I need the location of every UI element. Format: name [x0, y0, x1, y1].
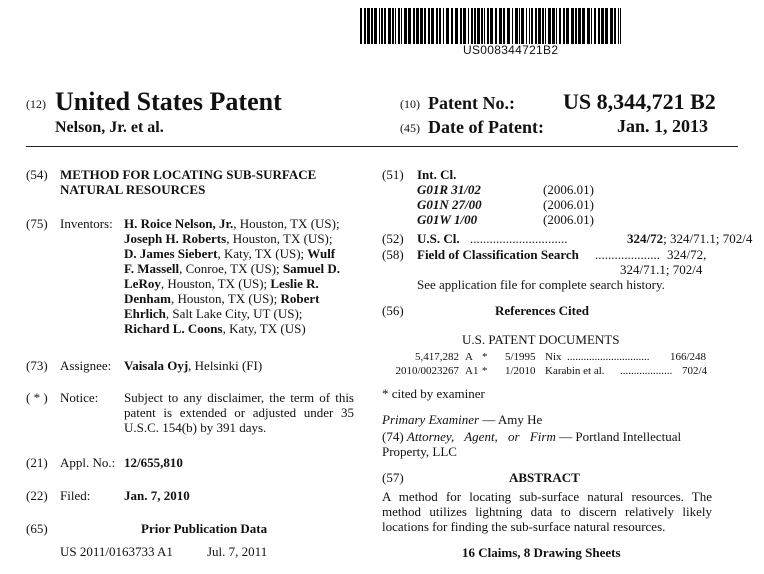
- notice-line-2: patent is extended or adjusted under 35: [124, 405, 354, 420]
- patent-number: US 8,344,721 B2: [563, 89, 716, 114]
- barcode-bar: [499, 8, 502, 44]
- barcode-bar: [384, 8, 386, 44]
- barcode-bar: [428, 8, 430, 44]
- code-54: (54): [26, 167, 48, 182]
- barcode-bar: [531, 8, 533, 44]
- barcode-bar: [614, 8, 616, 44]
- barcode-bar: [484, 8, 485, 44]
- field-of-search-label: Field of Classification Search: [417, 247, 579, 262]
- int-cl-class: G01R 31/02: [417, 182, 481, 197]
- ref-name: Karabin et al.: [545, 365, 605, 377]
- ref-kind: A1: [465, 365, 479, 377]
- int-cl-version: (2006.01): [543, 197, 594, 212]
- code-58: (58): [382, 247, 404, 262]
- barcode-bar: [451, 8, 453, 44]
- barcode-bar: [521, 8, 524, 44]
- barcode-bar: [601, 8, 604, 44]
- field-line-2: 324/71.1; 702/4: [620, 262, 703, 277]
- notice-label: Notice:: [60, 390, 99, 405]
- barcode: [360, 8, 622, 44]
- prior-publication-heading: Prior Publication Data: [141, 521, 268, 536]
- barcode-bar: [535, 8, 537, 44]
- barcode-bar: [620, 8, 621, 44]
- barcode-bar: [610, 8, 613, 44]
- us-cl-value: 324/72; 324/71.1; 702/4: [627, 231, 753, 246]
- barcode-bar: [495, 8, 497, 44]
- barcode-bar: [594, 8, 596, 44]
- barcode-bar: [463, 8, 466, 44]
- us-patent-documents-heading: U.S. PATENT DOCUMENTS: [462, 332, 620, 347]
- ref-star: *: [482, 365, 488, 377]
- field-see-note: See application file for complete search history.: [417, 277, 665, 292]
- int-cl-version: (2006.01): [543, 212, 594, 227]
- abstract-line-3: locations for finding the sub-surface natural resources.: [382, 519, 666, 534]
- code-21: (21): [26, 455, 48, 470]
- code-51: (51): [382, 167, 404, 182]
- title-line-2: NATURAL RESOURCES: [60, 182, 206, 197]
- inventor-line: H. Roice Nelson, Jr., Houston, TX (US);: [124, 216, 340, 231]
- barcode-bar: [424, 8, 426, 44]
- barcode-bar: [374, 8, 377, 44]
- barcode-bar: [559, 8, 561, 44]
- barcode-bar: [371, 8, 373, 44]
- code-45: (45): [400, 121, 420, 135]
- barcode-bar: [566, 8, 569, 44]
- inventor-short: Nelson, Jr. et al.: [55, 119, 164, 136]
- field-line-1: 324/72,: [667, 247, 707, 262]
- code-56: (56): [382, 303, 404, 318]
- ref-date: 1/2010: [505, 365, 536, 377]
- appl-no-label: Appl. No.:: [60, 455, 116, 470]
- notice-line-1: Subject to any disclaimer, the term of this: [124, 390, 354, 405]
- code-22: (22): [26, 488, 48, 503]
- barcode-bar: [477, 8, 480, 44]
- ref-name: Nix: [545, 351, 562, 363]
- barcode-bar: [503, 8, 505, 44]
- inventor-line: Ehrlich, Salt Lake City, UT (US);: [124, 306, 303, 321]
- barcode-bar: [455, 8, 458, 44]
- patent-date: Jan. 1, 2013: [617, 116, 709, 136]
- code-73: (73): [26, 358, 48, 373]
- barcode-bar: [515, 8, 518, 44]
- barcode-bar: [598, 8, 600, 44]
- ref-number: 2010/0023267: [395, 365, 459, 377]
- attorney-line-2: Property, LLC: [382, 444, 457, 459]
- barcode-bar: [548, 8, 551, 44]
- us-cl-label: U.S. Cl.: [417, 231, 460, 246]
- inventor-line: Joseph H. Roberts, Houston, TX (US);: [124, 231, 333, 246]
- inventor-line: Denham, Houston, TX (US); Robert: [124, 291, 320, 306]
- barcode-bar: [364, 8, 366, 44]
- barcode-bar: [392, 8, 394, 44]
- patent-no-label: Patent No.:: [428, 93, 515, 113]
- references-cited-heading: References Cited: [495, 303, 589, 318]
- barcode-bar: [571, 8, 574, 44]
- inventors-label: Inventors:: [60, 216, 113, 231]
- barcode-bar: [388, 8, 391, 44]
- barcode-bar: [474, 8, 476, 44]
- barcode-bar: [575, 8, 577, 44]
- abstract-heading: ABSTRACT: [509, 470, 580, 485]
- barcode-bar: [490, 8, 493, 44]
- barcode-bar: [367, 8, 370, 44]
- barcode-bar: [398, 8, 400, 44]
- ref-number: 5,417,282: [415, 351, 459, 363]
- ref-date: 5/1995: [505, 351, 536, 363]
- barcode-bar: [578, 8, 581, 44]
- claims-drawing-sheets: 16 Claims, 8 Drawing Sheets: [462, 545, 621, 560]
- barcode-bar: [416, 8, 419, 44]
- code-57: (57): [382, 470, 404, 485]
- notice-code: ( * ): [26, 390, 48, 405]
- barcode-bar: [556, 8, 557, 44]
- barcode-bar: [439, 8, 441, 44]
- int-cl-class: G01W 1/00: [417, 212, 478, 227]
- assignee-value: Vaisala Oyj, Helsinki (FI): [124, 358, 263, 373]
- ref-dots: ..............................: [567, 351, 650, 363]
- barcode-bar: [381, 8, 383, 44]
- attorney-line: (74) Attorney, Agent, or Firm — Portland Intellectual: [382, 429, 682, 444]
- barcode-bar: [408, 8, 411, 44]
- us-cl-dots: ..............................: [470, 231, 568, 246]
- code-12: (12): [26, 97, 46, 111]
- prior-pub-number: US 2011/0163733 A1: [60, 544, 173, 559]
- assignee-label: Assignee:: [60, 358, 112, 373]
- barcode-bar: [563, 8, 565, 44]
- title-line-1: METHOD FOR LOCATING SUB-SURFACE: [60, 167, 317, 182]
- barcode-bar: [360, 8, 362, 44]
- ref-dots: ...................: [620, 365, 673, 377]
- ref-star: *: [482, 351, 488, 363]
- date-of-patent-label: Date of Patent:: [428, 117, 544, 137]
- header-rule: [26, 146, 738, 147]
- barcode-bar: [401, 8, 402, 44]
- appl-no-value: 12/655,810: [124, 455, 183, 470]
- abstract-line-2: method utilizes lightning data to discern relatively likely: [382, 504, 712, 519]
- barcode-bar: [446, 8, 449, 44]
- primary-examiner: Primary Examiner — Amy He: [382, 412, 543, 427]
- barcode-bar: [395, 8, 396, 44]
- barcode-bar: [379, 8, 380, 44]
- barcode-bar: [587, 8, 590, 44]
- barcode-bar: [404, 8, 407, 44]
- barcode-bar: [481, 8, 483, 44]
- inventor-line: D. James Siebert, Katy, TX (US); Wulf: [124, 246, 336, 261]
- code-75: (75): [26, 216, 48, 231]
- barcode-bar: [487, 8, 489, 44]
- int-cl-class: G01N 27/00: [417, 197, 482, 212]
- code-52: (52): [382, 231, 404, 246]
- barcode-bar: [526, 8, 527, 44]
- barcode-bar: [605, 8, 608, 44]
- notice-line-3: U.S.C. 154(b) by 391 days.: [124, 420, 267, 435]
- barcode-bar: [618, 8, 619, 44]
- cited-by-examiner-note: * cited by examiner: [382, 386, 485, 401]
- barcode-bar: [420, 8, 423, 44]
- barcode-bar: [591, 8, 592, 44]
- field-dots: ....................: [595, 247, 660, 262]
- abstract-line-1: A method for locating sub-surface natural resources. The: [382, 489, 712, 504]
- barcode-bar: [468, 8, 469, 44]
- ref-class: 702/4: [682, 365, 708, 377]
- prior-pub-date: Jul. 7, 2011: [207, 544, 268, 559]
- barcode-bar: [545, 8, 546, 44]
- code-65: (65): [26, 521, 48, 536]
- barcode-bar: [552, 8, 555, 44]
- barcode-number: US008344721B2: [463, 43, 559, 57]
- barcode-bar: [582, 8, 585, 44]
- ref-class: 166/248: [670, 351, 707, 363]
- inventor-line: LeRoy, Houston, TX (US); Leslie R.: [124, 276, 319, 291]
- int-cl-version: (2006.01): [543, 182, 594, 197]
- barcode-bar: [460, 8, 462, 44]
- inventor-line: Richard L. Coons, Katy, TX (US): [124, 321, 306, 336]
- barcode-bar: [443, 8, 444, 44]
- inventor-line: F. Massell, Conroe, TX (US); Samuel D.: [124, 261, 340, 276]
- barcode-bar: [507, 8, 510, 44]
- code-10: (10): [400, 97, 420, 111]
- barcode-bar: [471, 8, 473, 44]
- barcode-bar: [431, 8, 434, 44]
- ref-kind: A: [465, 351, 473, 363]
- filed-label: Filed:: [60, 488, 91, 503]
- barcode-bar: [512, 8, 513, 44]
- barcode-bar: [436, 8, 438, 44]
- barcode-bar: [413, 8, 415, 44]
- filed-date: Jan. 7, 2010: [124, 488, 190, 503]
- barcode-bar: [542, 8, 544, 44]
- int-cl-label: Int. Cl.: [417, 167, 457, 182]
- barcode-bar: [529, 8, 530, 44]
- barcode-bar: [519, 8, 520, 44]
- barcode-bar: [538, 8, 541, 44]
- country-patent-title: United States Patent: [55, 87, 282, 116]
